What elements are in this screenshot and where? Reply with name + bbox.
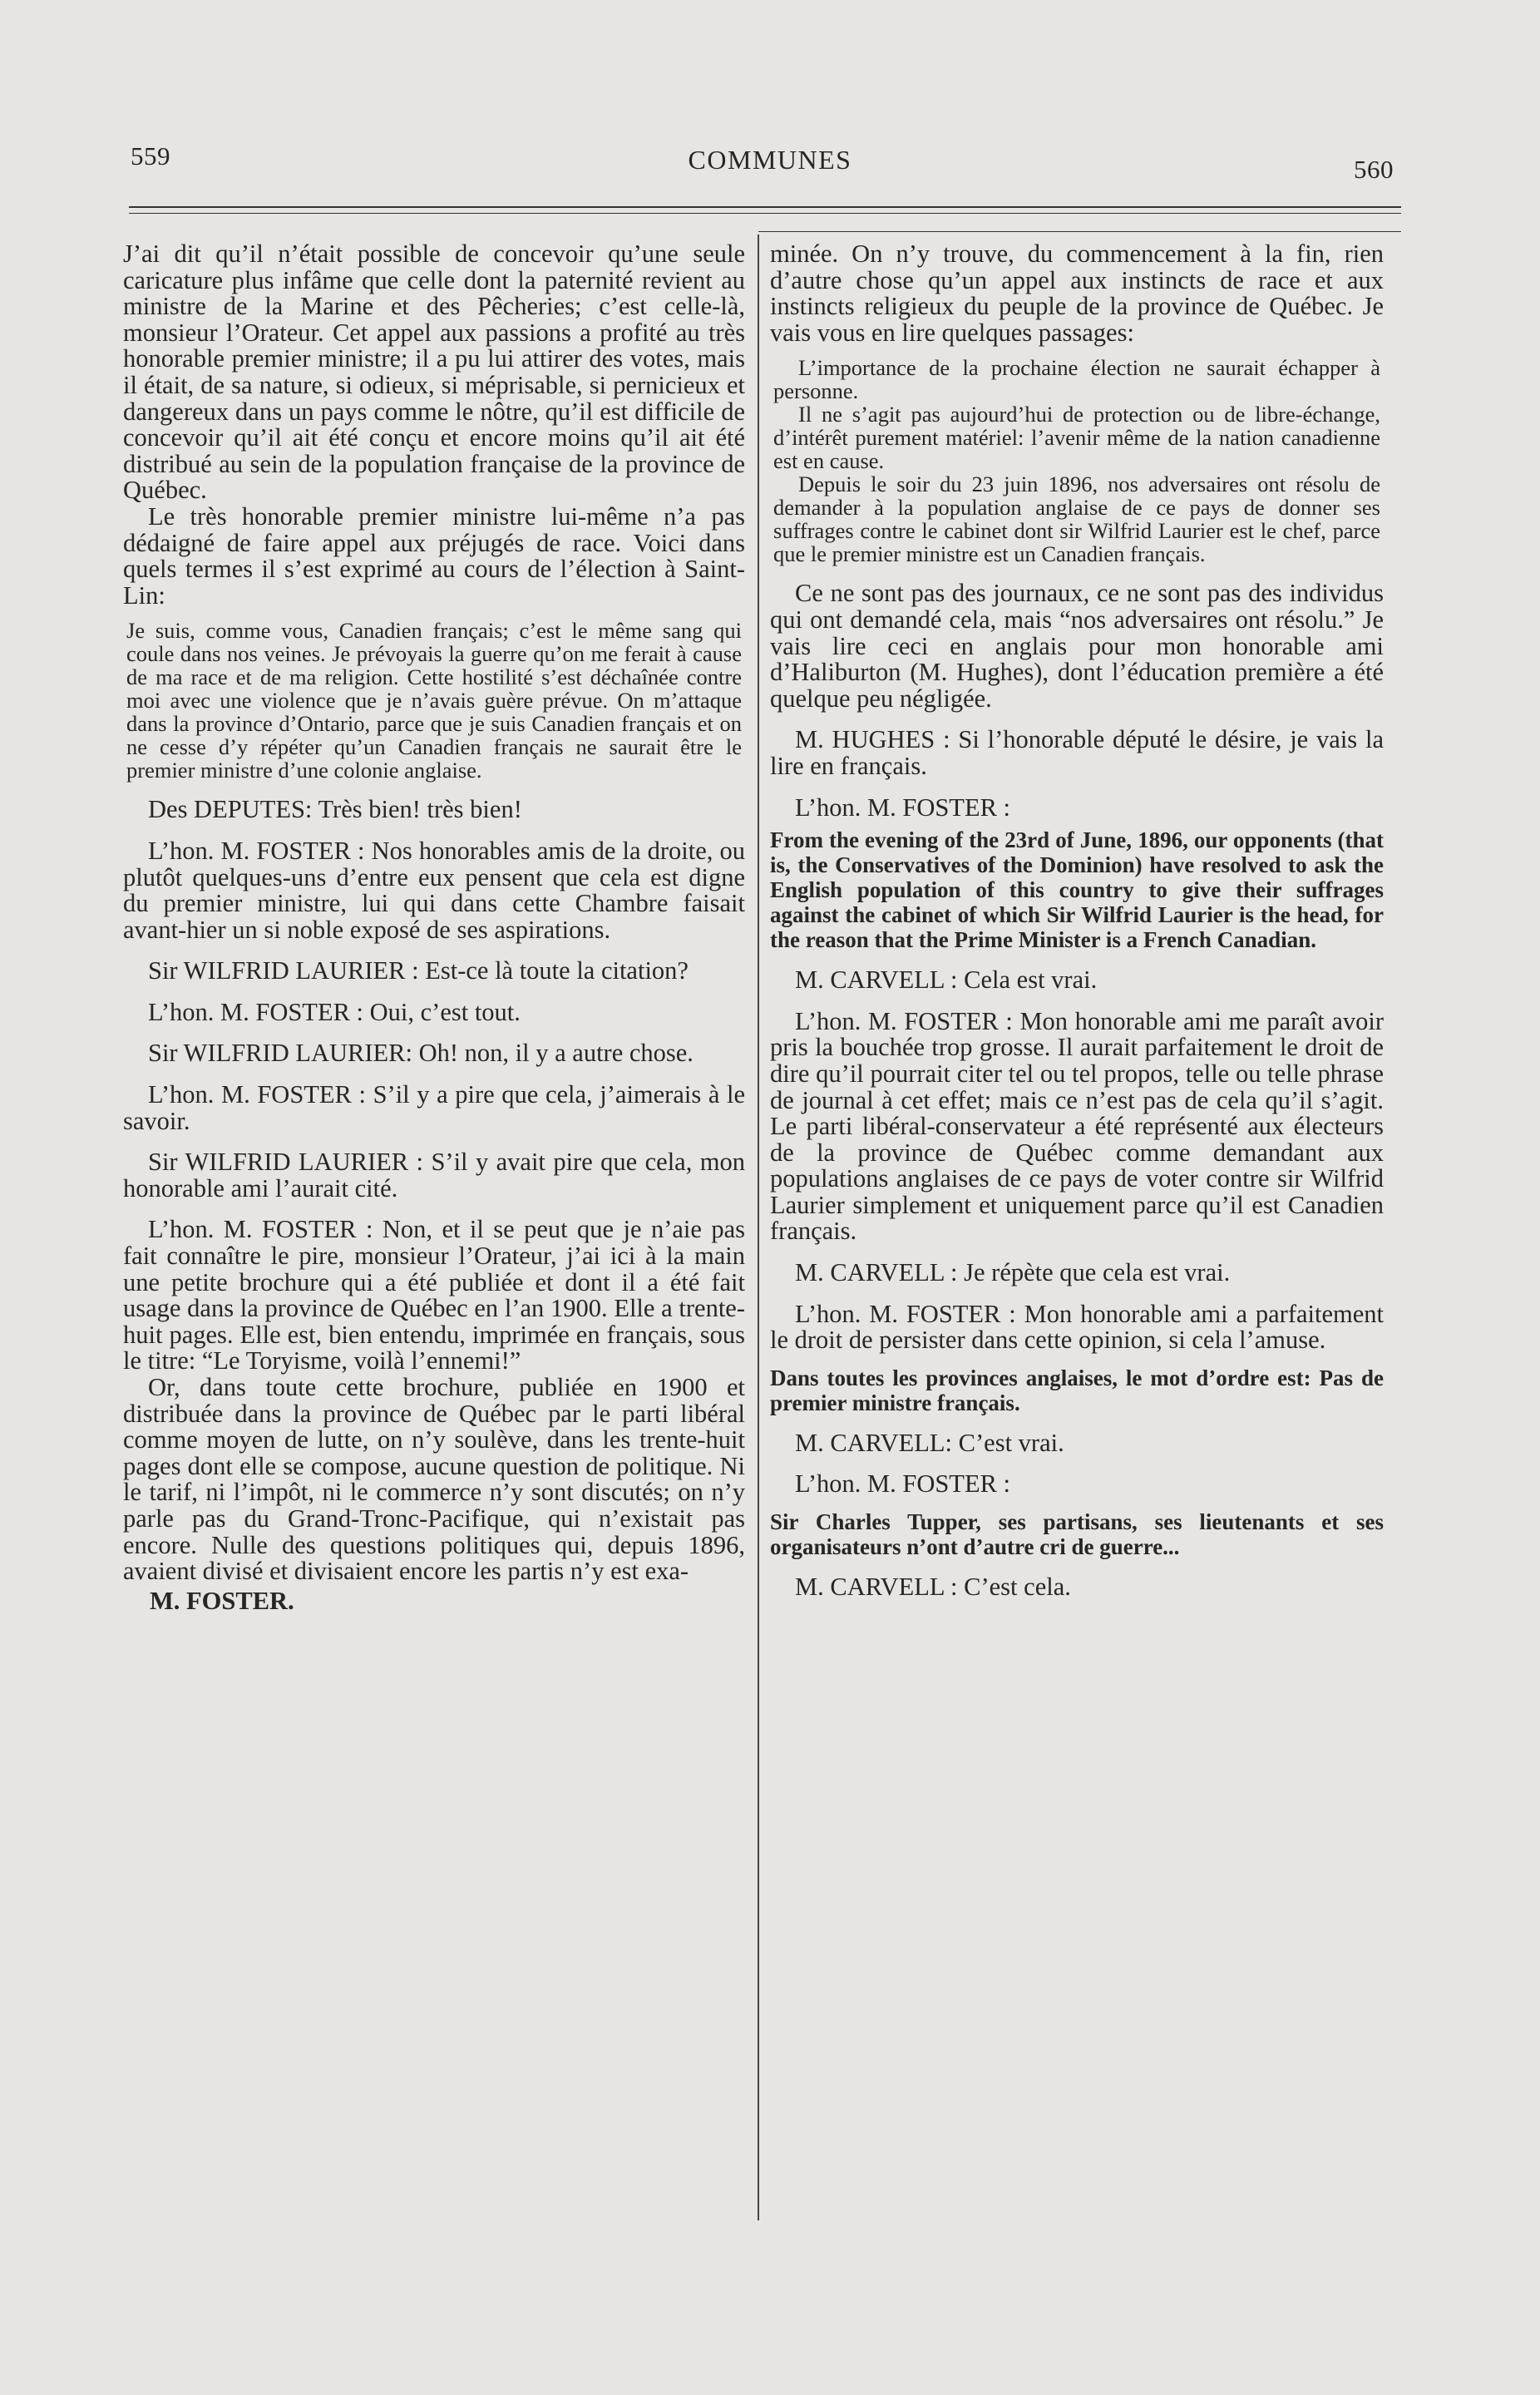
paragraph: Sir WILFRID LAURIER : Est-ce là toute la citation? bbox=[148, 956, 689, 985]
paragraph: J’ai dit qu’il n’était possible de concevoir qu’une seule caricature plus infâme que celle dont la paternité revient au ministre de la Marine et des Pêcheries; c’est celle-là, monsieur l’Orateur. Cet appel aux passions a profité au très honorable premier ministre; il a pu lui attirer des votes, mais il était, de sa nature, si odieux, si méprisable, si pernicieux et dangereux dans un pays comme le nôtre, qu’il est difficile de concevoir qu’il ait été conçu et encore moins qu’il ait été distribué au sein de la population française de la province de Québec. bbox=[123, 240, 745, 505]
paragraph: L’hon. M. FOSTER : bbox=[795, 1469, 1011, 1499]
paragraph: L’hon. M. FOSTER : Oui, c’est tout. bbox=[148, 997, 521, 1026]
header-rule-top bbox=[129, 206, 1401, 208]
page-number-left: 559 bbox=[131, 141, 170, 170]
page-footer-speaker: M. FOSTER. bbox=[150, 1586, 294, 1615]
paragraph: M. CARVELL : Cela est vrai. bbox=[795, 965, 1098, 995]
paragraph: M. HUGHES : Si l’honorable député le désire, je vais la lire en français. bbox=[770, 725, 1384, 780]
header-rule-right bbox=[758, 231, 1401, 232]
quote-text: Je suis, comme vous, Canadien français; c’est le même sang qui coule dans nos veines. Je prévoyais la guerre qu’on me ferait à cause de ma race et de ma religion. Cette hostilité s’est déchaînée contre moi avec une violence que je n’avais guère prévue. On m’attaque dans la province d’Ontario, parce que je suis Canadien français et on ne cesse d’y répéter qu’un Canadien français ne saurait être le premier ministre d’une colonie anglaise. bbox=[126, 618, 742, 783]
block-quote bbox=[770, 1365, 1384, 1415]
block-quote-english bbox=[770, 827, 1384, 952]
quote-text: Il ne s’agit pas aujourd’hui de protection ou de libre-échange, d’intérêt purement matériel: l’avenir même de la nation canadienne est en cause. bbox=[773, 402, 1380, 474]
paragraph: Des DEPUTES: Très bien! très bien! bbox=[148, 795, 522, 824]
paragraph: Ce ne sont pas des journaux, ce ne sont pas des individus qui ont demandé cela, mais “nos adversaires ont résolu.” Je vais lire ceci en anglais pour mon honorable ami d’Haliburton (M. Hughes), dont l’éducation première a été quelque peu négligée. bbox=[770, 579, 1384, 713]
right-column bbox=[770, 241, 1384, 1601]
quote-text: From the evening of the 23rd of June, 1896, our opponents (that is, the Conservatives of the Dominion) have resolved to ask the English population of this country to give their suffrages against the cabinet of which Sir Wilfrid Laurier is the head, for the reason that the Prime Minister is a French Canadian. bbox=[770, 827, 1384, 953]
block-quote bbox=[770, 1509, 1384, 1559]
paragraph: M. CARVELL: C’est vrai. bbox=[795, 1428, 1064, 1457]
paragraph: Le très honorable premier ministre lui-même n’a pas dédaigné de faire appel aux préjugés de race. Voici dans quels termes il s’est exprimé au cours de l’élection à Saint-Lin: bbox=[123, 501, 745, 610]
quote-text: L’importance de la prochaine élection ne saurait échapper à personne. bbox=[773, 355, 1380, 404]
paragraph: M. CARVELL : C’est cela. bbox=[795, 1573, 1071, 1602]
paragraph: L’hon. M. FOSTER : Non, et il se peut que je n’aie pas fait connaître le pire, monsieur l’Orateur, j’ai ici à la main une petite brochure qui a été publiée et dont il a été fait usage dans la province de Québec en l’an 1900. Elle a trente-huit pages. Elle est, bien entendu, imprimée en français, sous le titre: “Le Toryisme, voilà l’ennemi!” bbox=[123, 1215, 745, 1375]
block-quote bbox=[770, 356, 1384, 565]
page-number-right: 560 bbox=[1354, 155, 1394, 184]
paragraph: L’hon. M. FOSTER : Mon honorable ami me paraît avoir pris la bouchée trop grosse. Il aurait parfaitement le droit de dire qu’il pourrait citer tel ou tel propos, telle ou telle phrase de journal à cet effet; mais ce n’est pas de cela qu’il s’agit. Le parti libéral-conservateur a été représenté aux électeurs de la province de Québec comme demandant aux populations anglaises de ce pays de voter contre sir Wilfrid Laurier simplement et uniquement parce qu’il est Canadien français. bbox=[770, 1006, 1384, 1246]
header-rule-double bbox=[129, 213, 1401, 214]
paragraph: L’hon. M. FOSTER : bbox=[795, 793, 1011, 822]
paragraph: Or, dans toute cette brochure, publiée en 1900 et distribuée dans la province de Québec par le parti libéral comme moyen de lutte, on n’y soulève, dans les trente-huit pages dont elle se compose, aucune question de politique. Ni le tarif, ni l’impôt, ni le commerce n’y sont discutés; on n’y parle pas du Grand-Tronc-Pacifique, qui n’existait pas encore. Nulle des questions politiques qui, depuis 1896, avaient divisé et divisaient encore les partis n’y est exa- bbox=[123, 1373, 745, 1586]
paragraph: L’hon. M. FOSTER : Mon honorable ami a parfaitement le droit de persister dans cette opinion, si cela l’amuse. bbox=[770, 1299, 1384, 1355]
block-quote bbox=[123, 619, 745, 782]
paragraph: Sir WILFRID LAURIER : S’il y avait pire que cela, mon honorable ami l’aurait cité. bbox=[123, 1148, 745, 1202]
paragraph: M. CARVELL : Je répète que cela est vrai. bbox=[795, 1258, 1231, 1287]
paragraph: L’hon. M. FOSTER : Nos honorables amis de la droite, ou plutôt quelques-uns d’entre eux pensent que cela est digne du premier ministre, lui qui dans cette Chambre faisait avant-hier un si noble exposé de ses aspirations. bbox=[123, 836, 745, 944]
quote-text: Depuis le soir du 23 juin 1896, nos adversaires ont résolu de demander à la population anglaise de ce pays de donner ses suffrages contre le cabinet dont sir Wilfrid Laurier est le chef, parce que le premier ministre est un Canadien français. bbox=[773, 472, 1380, 567]
left-column bbox=[123, 241, 745, 1614]
paragraph: L’hon. M. FOSTER : S’il y a pire que cela, j’aimerais à le savoir. bbox=[123, 1080, 745, 1135]
column-divider bbox=[758, 235, 759, 2220]
paragraph: minée. On n’y trouve, du commencement à la fin, rien d’autre chose qu’un appel aux instincts de race et aux instincts religieux du peuple de la province de Québec. Je vais vous en lire quelques passages: bbox=[770, 240, 1384, 347]
quote-text: Sir Charles Tupper, ses partisans, ses lieutenants et ses organisateurs n’ont d’autre cri de guerre... bbox=[770, 1509, 1384, 1560]
paragraph: Sir WILFRID LAURIER: Oh! non, il y a autre chose. bbox=[148, 1039, 693, 1068]
quote-text: Dans toutes les provinces anglaises, le mot d’ordre est: Pas de premier ministre français. bbox=[770, 1365, 1384, 1415]
page-title: COMMUNES bbox=[688, 145, 852, 175]
